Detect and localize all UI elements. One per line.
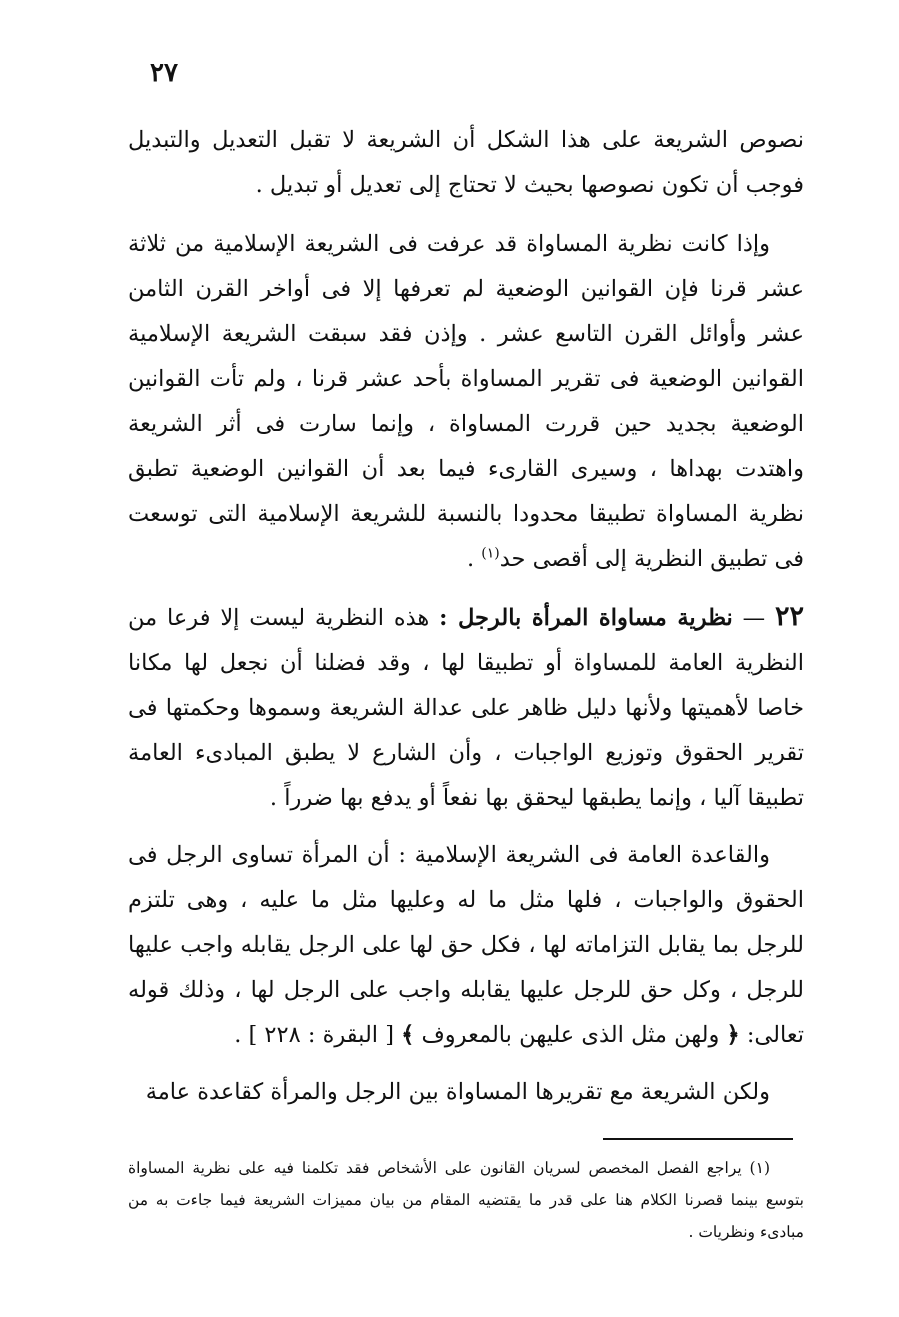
footnote-reference: (١) — [481, 545, 500, 562]
quran-verse: ولهن مثل الذى عليهن بالمعروف — [414, 1022, 727, 1048]
quran-close-bracket: ﴾ — [401, 1022, 415, 1048]
body-text — [128, 118, 804, 1127]
page-number: ٢٧ — [150, 58, 178, 88]
paragraph-1: نصوص الشريعة على هذا الشكل أن الشريعة لا تقبل التعديل والتبديل فوجب أن تكون نصوصها بحيث لا تحتاج إلى تعديل أو تبديل . — [128, 127, 804, 198]
paragraph-4-text: والقاعدة العامة فى الشريعة الإسلامية : أن المرأة تساوى الرجل فى الحقوق والواجبات ، فلها مثل ما له وعليها مثل ما عليه ، وهى تلتزم للرجل بما يقابل التزاماته لها ، فكل حق لها على الرجل يقابله واجب عليها للرجل ، وكل حق للرجل عليها يقابله واجب على الرجل لها ، وذلك قوله تعالى: — [128, 842, 804, 1048]
paragraph-4 — [128, 833, 804, 1058]
section-dash: — — [732, 605, 775, 631]
paragraph-2 — [128, 222, 804, 582]
section-number: ٢٢ — [774, 601, 804, 632]
quran-citation: [ البقرة : ٢٢٨ ] . — [234, 1022, 402, 1048]
quran-open-bracket: ﴿ — [726, 1022, 740, 1048]
footnote-text: (١) يراجع الفصل المخصص لسريان القانون على الأشخاص فقد تكلمنا فيه على نظرية المساواة بتوسع بينما قصرنا الكلام هنا على قدر ما يقتضيه المقام من بيان مميزات الشريعة فيما جاءت به من مبادىء ونظريات . — [128, 1159, 804, 1241]
paragraph-2-end: . — [466, 546, 482, 572]
footnote-separator — [603, 1138, 793, 1140]
section-title: نظرية مساواة المرأة بالرجل : — [439, 605, 733, 631]
paragraph-3-text: هذه النظرية ليست إلا فرعا من النظرية العامة للمساواة أو تطبيقا لها ، وقد فضلنا أن نجعل لها مكانا خاصا لأهميتها ولأنها دليل ظاهر على عدالة الشريعة وسموها وحكمتها فى تقرير الحقوق وتوزيع الواجبات ، وأن الشارع لا يطبق المبادىء العامة تطبيقا آليا ، وإنما يطبقها ليحقق بها نفعاً أو يدفع بها ضرراً . — [128, 605, 804, 811]
paragraph-3 — [128, 594, 804, 821]
paragraph-5: ولكن الشريعة مع تقريرها المساواة بين الرجل والمرأة كقاعدة عامة — [145, 1079, 770, 1105]
paragraph-2-text: وإذا كانت نظرية المساواة قد عرفت فى الشريعة الإسلامية من ثلاثة عشر قرنا فإن القوانين الوضعية لم تعرفها إلا فى أواخر القرن الثامن عشر وأوائل القرن التاسع عشر . وإذن فقد سبقت الشريعة الإسلامية القوانين الوضعية فى تقرير المساواة بأحد عشر قرنا ، ولم تأت القوانين الوضعية بجديد حين قررت المساواة ، وإنما سارت فى أثر الشريعة واهتدت بهداها ، وسيرى القارىء فيما بعد أن القوانين الوضعية تطبق نظرية المساواة تطبيقا محدودا بالنسبة للشريعة الإسلامية التى توسعت فى تطبيق النظرية إلى أقصى حد — [128, 231, 804, 572]
